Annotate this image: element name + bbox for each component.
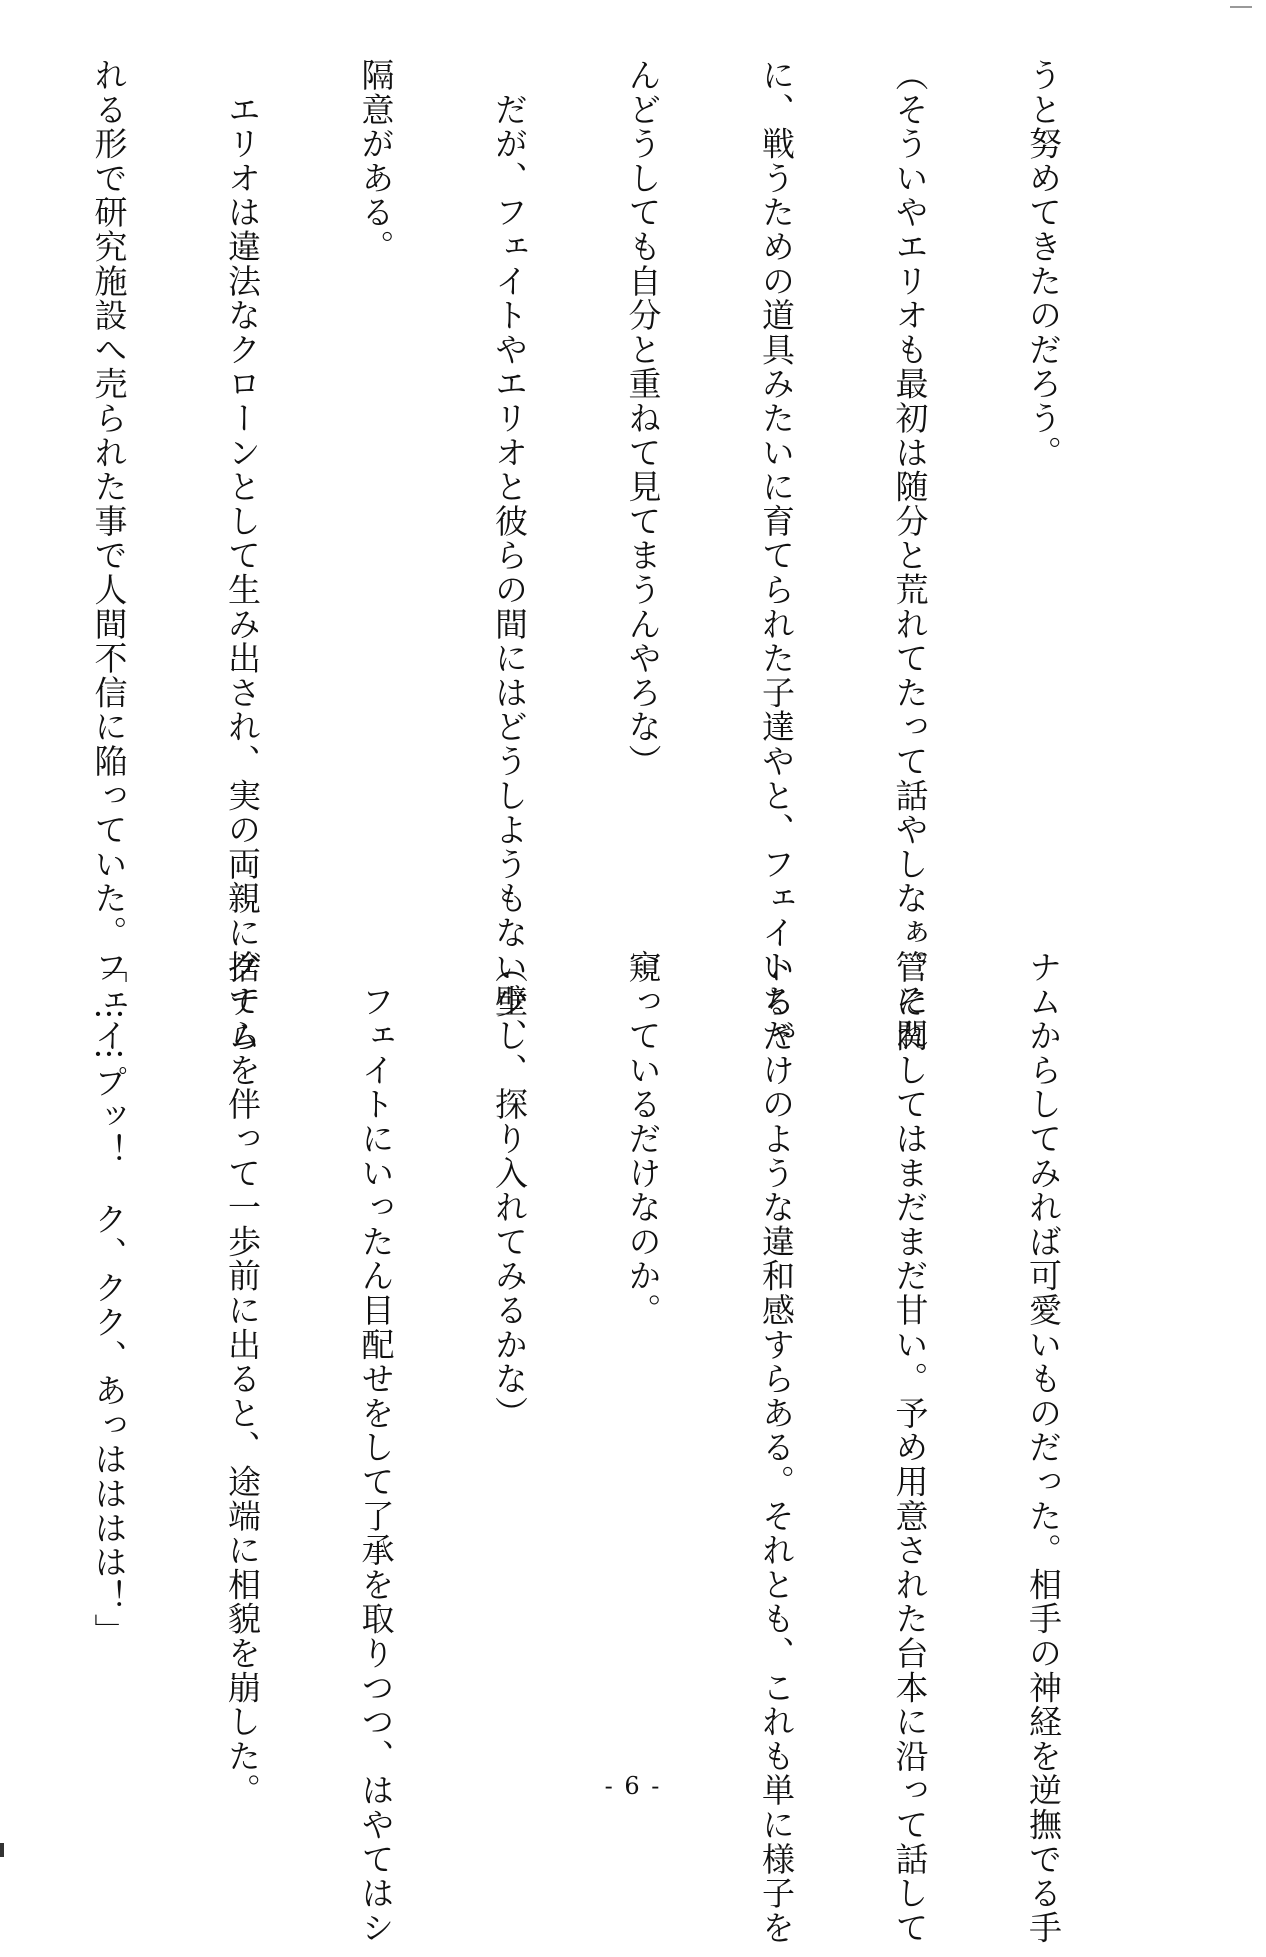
scan-edge-mark [0, 1843, 4, 1857]
lower-text-block [89, 950, 1154, 1945]
text-column: んどうしても自分と重ねて見てまうんやろな） [623, 58, 663, 779]
text-column: れる形で研究施設へ売られた事で人間不信に陥っていた。フェイ [89, 58, 129, 1053]
text-column: （そういやエリオも最初は随分と荒れてたって話やしなぁ。それ [890, 58, 930, 1053]
text-column: 管に関してはまだまだ甘い。予め用意された台本に沿って話して [890, 950, 930, 1945]
text-column: （少し、探り入れてみるかな） [490, 950, 529, 1431]
text-column: いるだけのような違和感すらある。それとも、これも単に様子を [757, 950, 796, 1945]
text-column: 窺っているだけなのか。 [623, 950, 663, 1328]
text-column: エリオは違法なクローンとして生み出され、実の両親に捨てら [223, 58, 262, 1053]
text-column: うと努めてきたのだろう。 [1024, 58, 1063, 470]
text-column: だが、フェイトやエリオと彼らの間にはどうしようもない壁、 [490, 58, 529, 1053]
scan-corner-mark [1230, 6, 1252, 8]
text-column: 隔意がある。 [356, 58, 396, 264]
text-column: に、戦うための道具みたいに育てられた子達やと、フェイトちゃ [757, 58, 796, 1053]
text-column: フェイトにいったん目配せをして了承を取りつつ、はやてはシ [356, 950, 396, 1945]
text-column: グナムを伴って一歩前に出ると、途端に相貌を崩した。 [223, 950, 262, 1808]
upper-text-block [89, 58, 1154, 1053]
text-column: 「……プッ！ ク、クク、あっはははは！」 [89, 950, 129, 1648]
text-column: ナムからしてみれば可愛いものだった。相手の神経を逆撫でる手 [1024, 950, 1063, 1945]
page-number: - 6 - [604, 1772, 662, 1800]
